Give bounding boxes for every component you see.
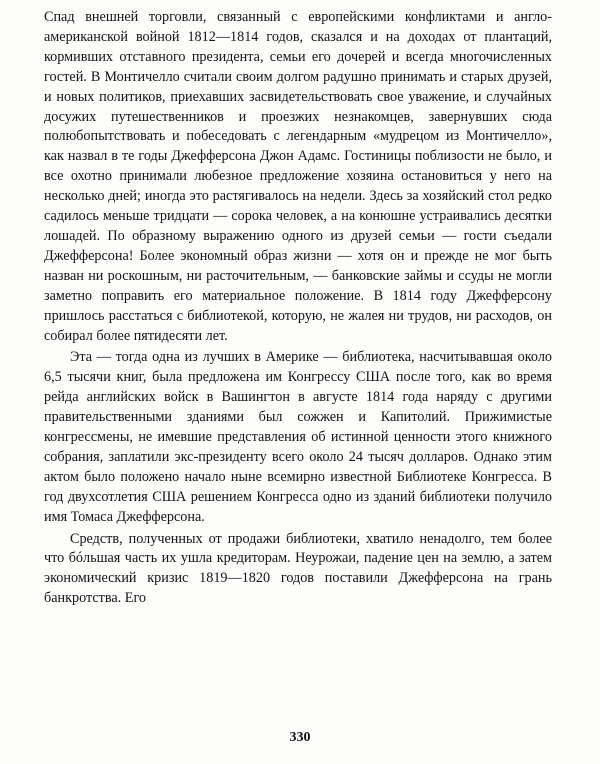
page-number: 330	[289, 730, 311, 745]
paragraph-1: Спад внешней торговли, связанный с европейскими конфликтами и англо-американской войной 1812—1814 годов, сказался и на доходах от плантаций, кормивших отставного президента, семьи его дочерей и всегда многочисленных гостей. В Монтичелло считали своим долгом радушно принимать и старых друзей, и новых политиков, приехавших засвидетельствовать свое уважение, и случайных досужих путешественников и проезжих незнакомцев, завернувших сюда полюбопытствовать и побеседовать с легендарным «мудрецом из Монтичелло», как назвал в те годы Джефферсона Джон Адамс. Гостиницы поблизости не было, и все охотно принимали любезное предложение хозяина остановиться у него на несколько дней; иногда это растягивалось на недели. Здесь за хозяйский стол редко садилось меньше тридцати — сорока человек, а на конюшне устраивались десятки лошадей. По образному выражению одного из друзей семьи — гости съедали Джефферсона! Более экономный образ жизни — хотя он и прежде не мог быть назван ни роскошным, ни расточительным, — банковские займы и ссуды не могли заметно поправить его материальное положение. В 1814 году Джефферсону пришлось расстаться с библиотекой, которую, не жалея ни трудов, ни расходов, он собирал более пятидесяти лет.	[44, 9, 552, 344]
paragraph-2: Эта — тогда одна из лучших в Америке — библиотека, насчитывавшая около 6,5 тысячи книг, была предложена им Конгрессу США после того, как во время рейда английских войск в Вашингтон в августе 1814 года наряду с другими правительственными зданиями был сожжен и Капитолий. Прижимистые конгрессмены, не имевшие представления об истинной ценности этого книжного собрания, заплатили экс-президенту всего около 24 тысяч долларов. Однако этим актом было положено начало ныне всемирно известной Библиотеке Конгресса. В год двухсотлетия США решением Конгресса одно из зданий библиотеки получило имя Томаса Джефферсона.	[44, 349, 552, 525]
paragraph-3: Средств, полученных от продажи библиотеки, хватило ненадолго, тем более что бóльшая часть их ушла кредиторам. Неурожаи, падение цен на землю, а затем экономический кризис 1819—1820 годов поставили Джефферсона на грань банкротства. Его	[44, 530, 552, 607]
body-text	[44, 8, 552, 611]
